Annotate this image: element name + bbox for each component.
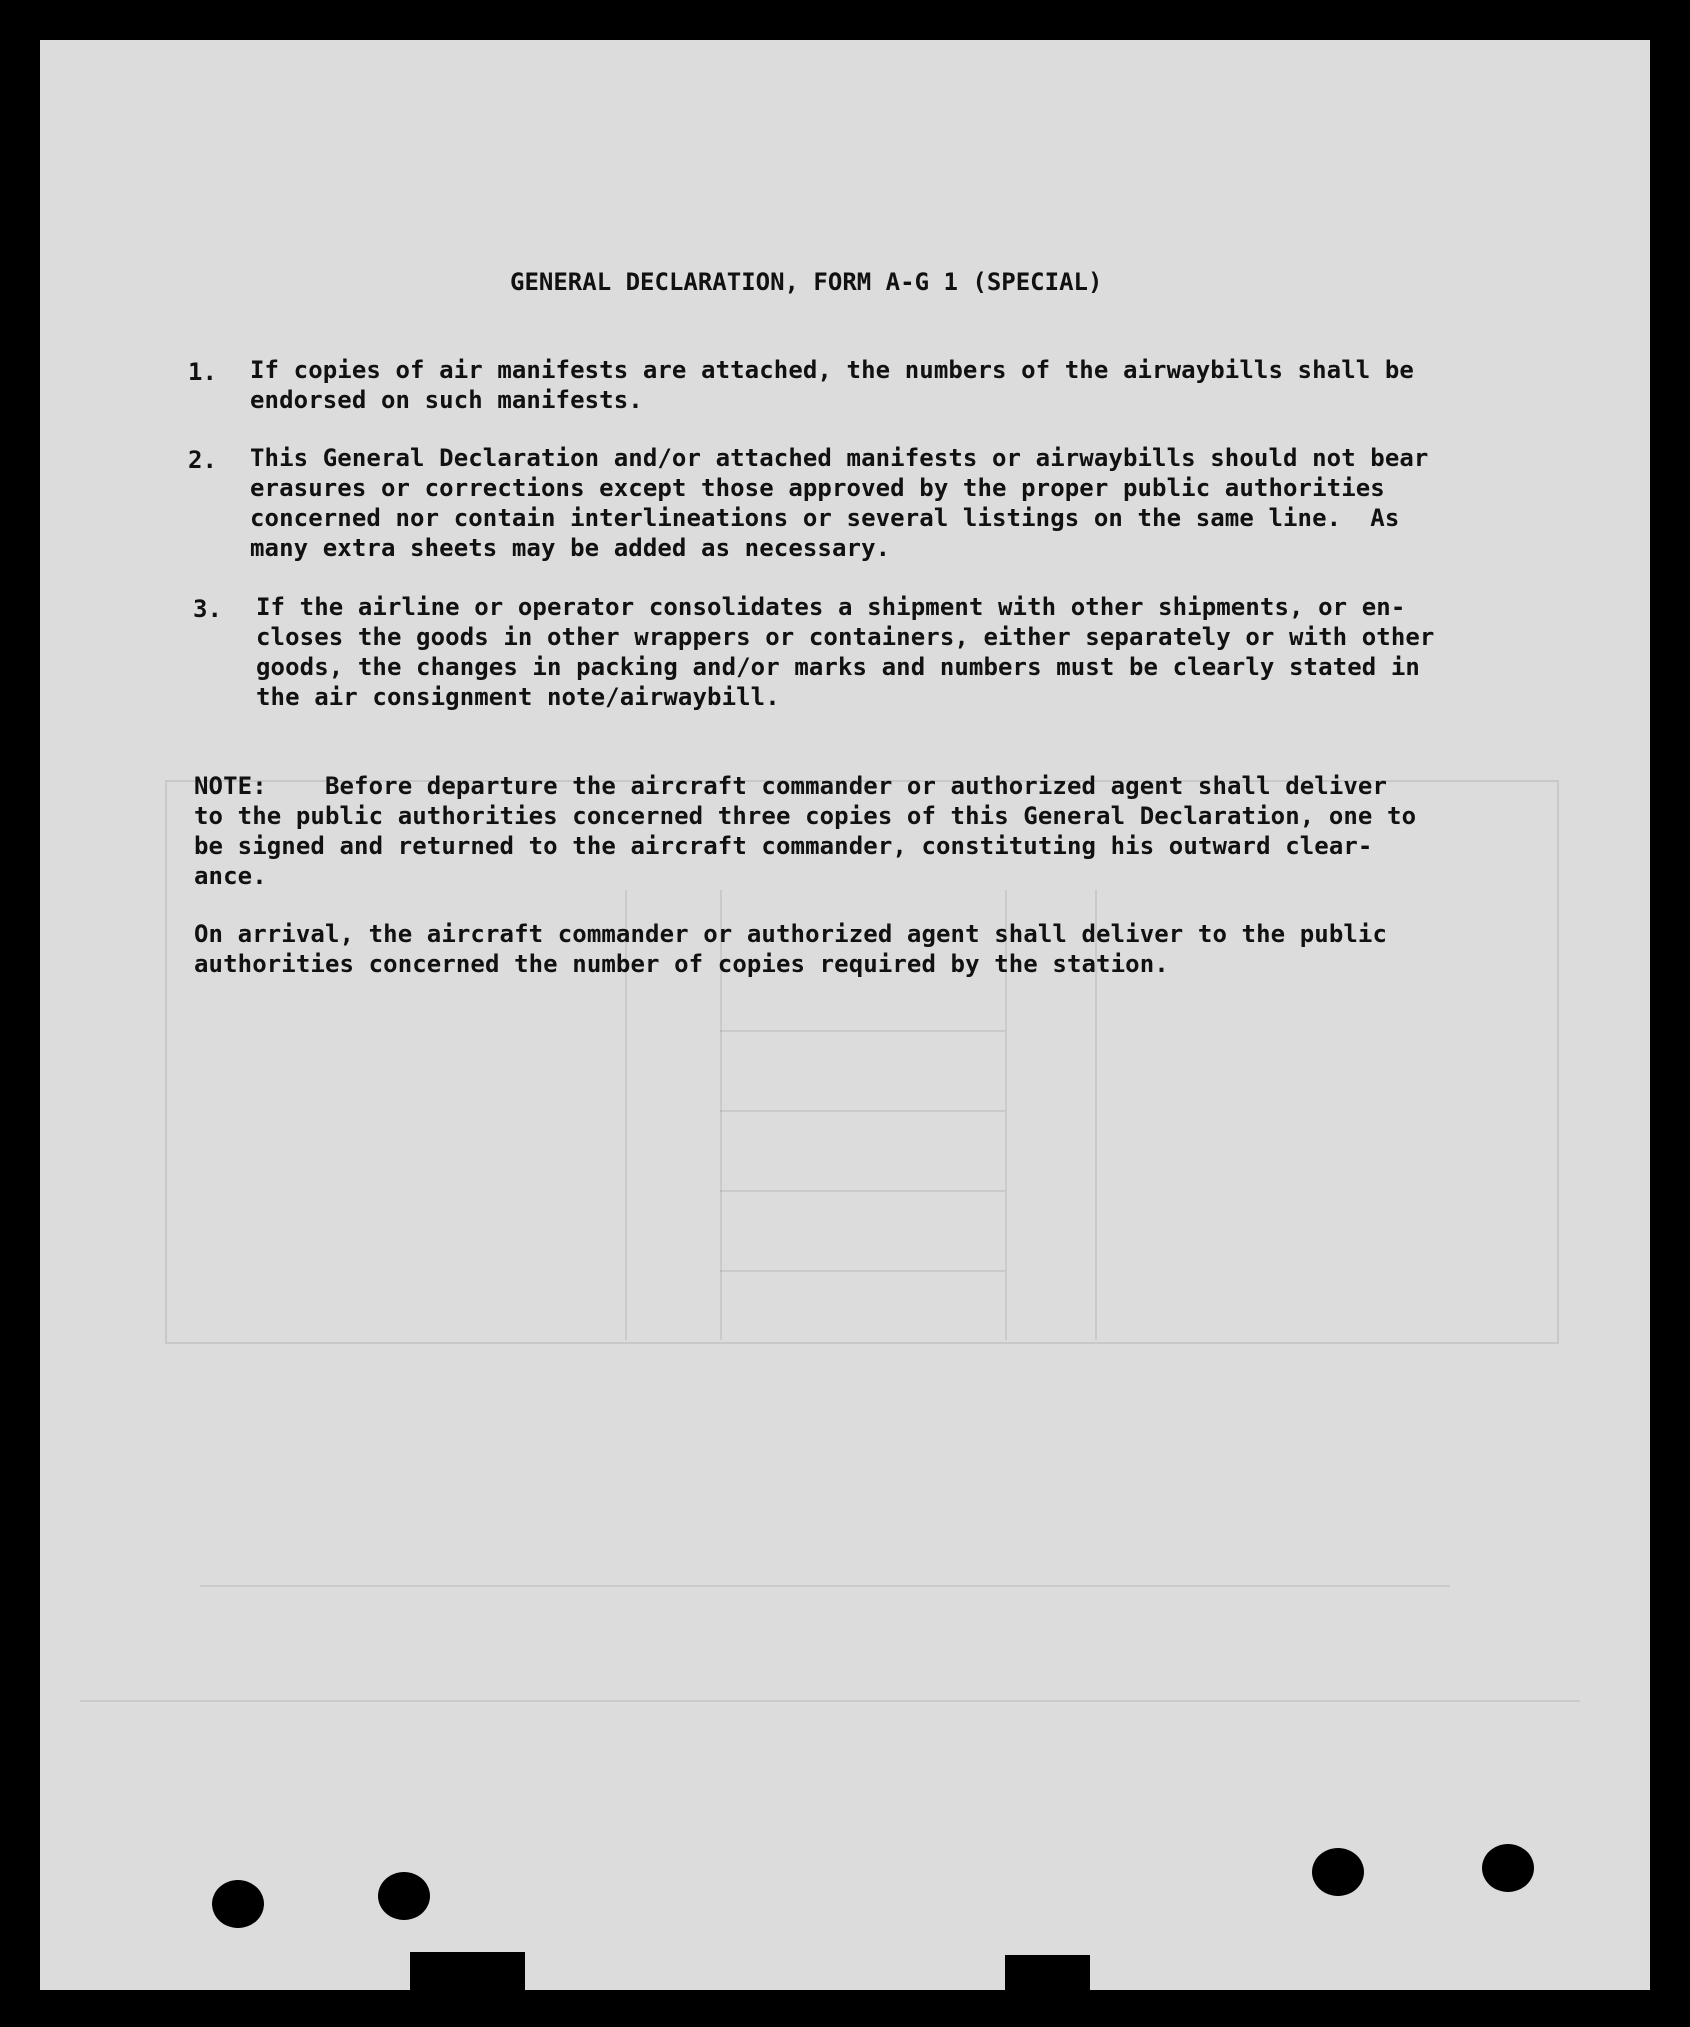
binding-tab xyxy=(1005,1955,1090,1990)
item-2-line-2: erasures or corrections except those approved by the proper public authorities xyxy=(250,474,1385,502)
note-line-3: be signed and returned to the aircraft commander, constituting his outward clear- xyxy=(194,832,1373,860)
document-page xyxy=(40,40,1650,1990)
punch-hole xyxy=(1312,1848,1364,1896)
bleed-through-divider xyxy=(720,1110,1005,1112)
arrival-line-2: authorities concerned the number of copies required by the station. xyxy=(194,950,1169,978)
bleed-through-divider xyxy=(720,1030,1005,1032)
item-2-line-4: many extra sheets may be added as necessary. xyxy=(250,534,891,562)
document-title: GENERAL DECLARATION, FORM A-G 1 (SPECIAL) xyxy=(510,268,1103,296)
punch-hole xyxy=(212,1880,264,1928)
item-3-line-2: closes the goods in other wrappers or containers, either separately or with other xyxy=(256,623,1435,651)
punch-hole xyxy=(1482,1844,1534,1892)
item-number: 3. xyxy=(193,595,222,623)
note-line-2: to the public authorities concerned three copies of this General Declaration, one to xyxy=(194,802,1417,830)
note-line-4: ance. xyxy=(194,862,267,890)
item-3-line-4: the air consignment note/airwaybill. xyxy=(256,683,780,711)
bleed-through-divider xyxy=(200,1585,1450,1587)
bleed-through-divider xyxy=(720,1190,1005,1192)
arrival-line-1: On arrival, the aircraft commander or authorized agent shall deliver to the public xyxy=(194,920,1388,948)
item-number: 2. xyxy=(188,446,217,474)
note-line-1: NOTE: Before departure the aircraft commander or authorized agent shall deliver xyxy=(194,772,1388,800)
item-3-line-1: If the airline or operator consolidates a shipment with other shipments, or en- xyxy=(256,593,1406,621)
bleed-through-box xyxy=(165,780,1559,1344)
item-3-line-3: goods, the changes in packing and/or marks and numbers must be clearly stated in xyxy=(256,653,1420,681)
item-2-line-3: concerned nor contain interlineations or several listings on the same line. As xyxy=(250,504,1400,532)
item-2-line-1: This General Declaration and/or attached manifests or airwaybills should not bear xyxy=(250,444,1429,472)
item-1-line-2: endorsed on such manifests. xyxy=(250,386,643,414)
bleed-through-divider xyxy=(80,1700,1580,1702)
punch-hole xyxy=(378,1872,430,1920)
item-number: 1. xyxy=(188,358,217,386)
item-1-line-1: If copies of air manifests are attached, the numbers of the airwaybills shall be xyxy=(250,356,1414,384)
bleed-through-divider xyxy=(720,1270,1005,1272)
binding-tab xyxy=(410,1952,525,1990)
